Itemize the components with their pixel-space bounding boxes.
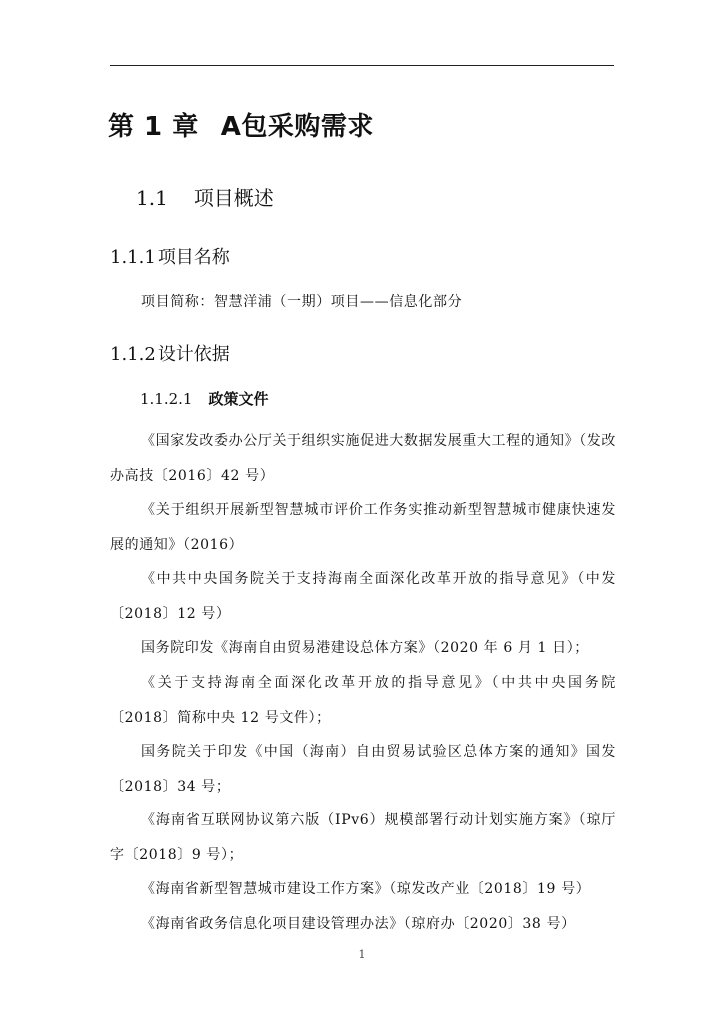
policy-item: 《关于支持海南全面深化改革开放的指导意见》（中共中央国务院〔2018〕简称中央 12 号文件）； xyxy=(110,675,616,726)
project-name-paragraph: 项目简称：智慧洋浦（一期）项目——信息化部分 xyxy=(141,294,463,310)
header-rule xyxy=(110,65,614,66)
chapter-number: 第 1 章 xyxy=(108,112,199,142)
policy-item: 《国家发改委办公厅关于组织实施促进大数据发展重大工程的通知》（发改办高技〔2016〕42 号） xyxy=(110,433,616,484)
subsection-number: 1.1.2 xyxy=(110,344,156,365)
subsection-title: 设计依据 xyxy=(157,344,230,365)
policy-item: 《中共中央国务院关于支持海南全面深化改革开放的指导意见》（中发〔2018〕12 号） xyxy=(110,571,616,622)
subsubsection-title: 政策文件 xyxy=(208,390,269,408)
policy-item: 《海南省政务信息化项目建设管理办法》（琼府办〔2020〕38 号） xyxy=(141,916,576,932)
policy-item: 国务院印发《海南自由贸易港建设总体方案》（2020 年 6 月 1 日）； xyxy=(141,640,589,656)
policy-item: 《海南省新型智慧城市建设工作方案》（琼发改产业〔2018〕19 号） xyxy=(141,881,591,897)
policy-item: 《海南省互联网协议第六版（IPv6）规模部署行动计划实施方案》（琼厅字〔2018〕9 号）； xyxy=(110,812,616,863)
section-heading xyxy=(136,182,274,211)
chapter-heading xyxy=(108,106,374,143)
subsection-title: 项目名称 xyxy=(157,247,230,268)
page-number: 1 xyxy=(358,948,366,961)
section-number: 1.1 xyxy=(136,186,168,210)
policy-item: 国务院关于印发《中国（海南）自由贸易试验区总体方案的通知》国发〔2018〕34 号； xyxy=(110,744,616,795)
policy-item: 《关于组织开展新型智慧城市评价工作务实推动新型智慧城市健康快速发展的通知》（2016） xyxy=(110,502,616,553)
subsection-number: 1.1.1 xyxy=(110,247,156,268)
chapter-title: A包采购需求 xyxy=(220,112,374,142)
subsection-heading-project-name xyxy=(110,243,230,269)
section-title: 项目概述 xyxy=(193,186,274,210)
subsubsection-number: 1.1.2.1 xyxy=(140,390,193,408)
subsubsection-heading-policy xyxy=(140,388,269,409)
subsection-heading-design-basis xyxy=(110,340,230,366)
